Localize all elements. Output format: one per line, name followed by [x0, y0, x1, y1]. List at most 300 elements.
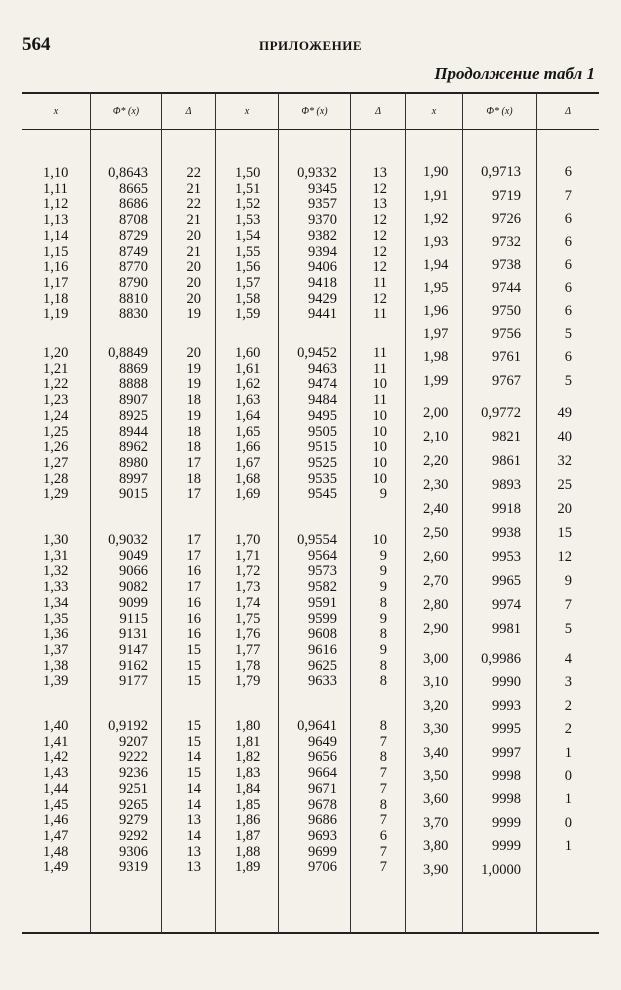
- delta-value: 2: [564, 697, 572, 714]
- delta-value: 18: [186, 439, 201, 456]
- delta-value: 16: [186, 610, 201, 627]
- phi-value: 9564: [308, 547, 337, 564]
- x-value: 1,30: [43, 532, 69, 548]
- x-value: 1,56: [235, 259, 261, 276]
- phi-value: 9693: [308, 827, 337, 844]
- x-value: 1,76: [235, 626, 261, 643]
- x-value: 1,22: [43, 376, 69, 393]
- phi-value: 9525: [308, 454, 337, 471]
- x-value: 3,40: [423, 744, 449, 761]
- phi-value: 0,8849: [108, 345, 148, 361]
- column-header-x: x: [244, 105, 250, 117]
- delta-value: 14: [186, 827, 201, 844]
- delta-value: 14: [186, 796, 201, 813]
- phi-value: 9441: [308, 306, 337, 323]
- delta-value: 18: [186, 392, 201, 409]
- delta-value: 22: [186, 196, 201, 213]
- phi-value: 9732: [492, 234, 521, 250]
- delta-value: 10: [372, 470, 387, 487]
- phi-value: 9821: [492, 429, 521, 445]
- phi-value: 8770: [119, 259, 148, 276]
- phi-value: 9993: [492, 697, 521, 714]
- phi-value: 9394: [308, 243, 337, 260]
- x-value: 1,82: [235, 749, 261, 766]
- x-value: 1,18: [43, 290, 69, 307]
- delta-value: 11: [373, 392, 387, 409]
- delta-value: 15: [557, 525, 572, 541]
- phi-value: 9861: [492, 453, 521, 469]
- delta-value: 12: [372, 227, 387, 244]
- x-value: 1,29: [43, 486, 69, 503]
- x-value: 1,71: [235, 547, 261, 564]
- delta-value: 5: [564, 326, 572, 342]
- x-value: 1,46: [43, 812, 69, 829]
- delta-value: 17: [186, 547, 201, 564]
- phi-value: 9750: [492, 303, 521, 319]
- column-header-phi: Φ* (x): [112, 105, 140, 117]
- x-value: 1,27: [43, 454, 69, 471]
- phi-value: 9893: [492, 477, 521, 493]
- running-title: ПРИЛОЖЕНИЕ: [258, 38, 363, 53]
- x-value: 1,48: [43, 843, 69, 860]
- delta-value: 10: [372, 376, 387, 393]
- delta-value: 15: [186, 673, 201, 690]
- phi-value: 9767: [492, 373, 521, 389]
- delta-value: 13: [372, 196, 387, 213]
- table-bottom-rule: [22, 932, 599, 934]
- phi-value: 9953: [492, 549, 521, 565]
- delta-value: 9: [379, 547, 387, 564]
- x-value: 1,11: [43, 180, 68, 197]
- x-value: 1,62: [235, 376, 261, 393]
- delta-value: 5: [564, 373, 572, 389]
- x-value: 1,72: [235, 563, 261, 580]
- table-continuation-caption: Продолжение табл 1: [434, 64, 595, 83]
- x-value: 1,54: [235, 227, 261, 244]
- phi-value: 9015: [119, 486, 148, 503]
- column-divider: [350, 93, 351, 933]
- x-value: 1,41: [43, 733, 69, 750]
- column-header-phi: Φ* (x): [486, 105, 513, 117]
- delta-value: 8: [379, 594, 387, 611]
- x-value: 1,87: [235, 827, 261, 844]
- x-value: 1,39: [43, 673, 69, 690]
- delta-value: 32: [557, 453, 572, 469]
- x-value: 3,60: [423, 791, 449, 808]
- phi-value: 9756: [492, 326, 521, 342]
- delta-value: 12: [557, 549, 572, 565]
- phi-value: 9744: [492, 280, 521, 296]
- x-value: 1,14: [43, 227, 69, 244]
- delta-value: 8: [379, 657, 387, 674]
- x-value: 1,52: [235, 196, 261, 213]
- phi-value: 9981: [492, 621, 521, 637]
- phi-value: 9591: [308, 594, 337, 611]
- x-value: 1,58: [235, 290, 261, 307]
- x-value: 1,60: [235, 345, 261, 361]
- delta-value: 17: [186, 579, 201, 596]
- delta-value: 13: [186, 843, 201, 860]
- x-value: 1,98: [423, 349, 449, 365]
- delta-value: 13: [186, 859, 201, 876]
- delta-value: 8: [379, 749, 387, 766]
- delta-value: 21: [186, 180, 201, 197]
- x-value: 1,25: [43, 423, 69, 440]
- delta-value: 7: [379, 765, 387, 782]
- x-value: 1,57: [235, 274, 261, 291]
- phi-value: 9147: [119, 641, 148, 658]
- delta-value: 12: [372, 243, 387, 260]
- delta-value: 6: [564, 303, 572, 319]
- x-value: 1,32: [43, 563, 69, 580]
- x-value: 1,20: [43, 345, 69, 361]
- x-value: 1,97: [423, 326, 449, 342]
- x-value: 1,84: [235, 780, 261, 797]
- delta-value: 2: [564, 721, 572, 738]
- x-value: 1,37: [43, 641, 69, 658]
- phi-value: 9251: [119, 780, 148, 797]
- x-value: 1,91: [423, 188, 449, 204]
- delta-value: 12: [372, 259, 387, 276]
- x-value: 1,61: [235, 360, 261, 377]
- x-value: 1,73: [235, 579, 261, 596]
- phi-value: 9664: [308, 765, 337, 782]
- delta-value: 8: [379, 673, 387, 690]
- table-top-rule: [22, 92, 599, 94]
- phi-value: 8729: [119, 227, 148, 244]
- x-value: 2,70: [423, 573, 449, 589]
- phi-value: 8869: [119, 360, 148, 377]
- x-value: 1,79: [235, 673, 261, 690]
- x-value: 1,89: [235, 859, 261, 876]
- x-value: 1,68: [235, 470, 261, 487]
- x-value: 1,88: [235, 843, 261, 860]
- phi-value: 9292: [119, 827, 148, 844]
- phi-value: 8810: [119, 290, 148, 307]
- delta-value: 9: [379, 486, 387, 503]
- x-value: 1,80: [235, 718, 261, 734]
- column-header-delta: Δ: [375, 105, 381, 117]
- delta-value: 9: [379, 579, 387, 596]
- delta-value: 20: [186, 345, 201, 361]
- page-number: 564: [22, 34, 51, 55]
- phi-value: 9545: [308, 486, 337, 503]
- delta-value: 7: [379, 859, 387, 876]
- phi-value: 9357: [308, 196, 337, 213]
- delta-value: 49: [557, 405, 572, 421]
- delta-value: 21: [186, 243, 201, 260]
- x-value: 1,19: [43, 306, 69, 323]
- phi-value: 9656: [308, 749, 337, 766]
- phi-value: 9999: [492, 838, 521, 855]
- phi-value: 8944: [119, 423, 148, 440]
- x-value: 1,65: [235, 423, 261, 440]
- phi-value: 9999: [492, 814, 521, 831]
- delta-value: 9: [379, 610, 387, 627]
- delta-value: 19: [186, 407, 201, 424]
- phi-value: 9463: [308, 360, 337, 377]
- delta-value: 10: [372, 454, 387, 471]
- phi-value: 9699: [308, 843, 337, 860]
- delta-value: 6: [564, 234, 572, 250]
- phi-value: 8925: [119, 407, 148, 424]
- x-value: 1,64: [235, 407, 261, 424]
- phi-value: 9726: [492, 211, 521, 227]
- phi-value: 9418: [308, 274, 337, 291]
- column-divider: [215, 93, 216, 933]
- delta-value: 25: [557, 477, 572, 493]
- delta-value: 12: [372, 180, 387, 197]
- delta-value: 1: [564, 791, 572, 808]
- delta-value: 7: [379, 733, 387, 750]
- column-divider: [90, 93, 91, 933]
- x-value: 1,53: [235, 212, 261, 229]
- phi-value: 0,9772: [481, 405, 521, 421]
- x-value: 1,49: [43, 859, 69, 876]
- phi-value: 9099: [119, 594, 148, 611]
- x-value: 1,36: [43, 626, 69, 643]
- delta-value: 6: [564, 211, 572, 227]
- delta-value: 11: [373, 274, 387, 291]
- phi-value: 9965: [492, 573, 521, 589]
- phi-value: 9706: [308, 859, 337, 876]
- x-value: 2,50: [423, 525, 449, 541]
- phi-value: 9474: [308, 376, 337, 393]
- delta-value: 7: [379, 843, 387, 860]
- x-value: 1,94: [423, 257, 449, 273]
- x-value: 1,93: [423, 234, 449, 250]
- delta-value: 12: [372, 212, 387, 229]
- x-value: 1,45: [43, 796, 69, 813]
- delta-value: 19: [186, 360, 201, 377]
- x-value: 3,80: [423, 838, 449, 855]
- x-value: 2,60: [423, 549, 449, 565]
- phi-value: 0,9986: [481, 651, 521, 667]
- x-value: 1,15: [43, 243, 69, 260]
- delta-value: 15: [186, 765, 201, 782]
- x-value: 1,78: [235, 657, 261, 674]
- phi-value: 9429: [308, 290, 337, 307]
- phi-value: 9505: [308, 423, 337, 440]
- delta-value: 19: [186, 376, 201, 393]
- phi-value: 9345: [308, 180, 337, 197]
- delta-value: 21: [186, 212, 201, 229]
- phi-value: 8665: [119, 180, 148, 197]
- x-value: 3,50: [423, 768, 449, 784]
- delta-value: 7: [379, 780, 387, 797]
- delta-value: 16: [186, 594, 201, 611]
- phi-value: 9997: [492, 744, 521, 761]
- phi-value: 9066: [119, 563, 148, 580]
- x-value: 3,00: [423, 651, 449, 667]
- x-value: 3,90: [423, 861, 449, 878]
- delta-value: 20: [186, 227, 201, 244]
- x-value: 1,38: [43, 657, 69, 674]
- x-value: 3,30: [423, 721, 449, 738]
- phi-value: 9599: [308, 610, 337, 627]
- delta-value: 9: [379, 641, 387, 658]
- x-value: 1,13: [43, 212, 69, 229]
- phi-value: 9625: [308, 657, 337, 674]
- x-value: 1,95: [423, 280, 449, 296]
- x-value: 1,50: [235, 165, 261, 181]
- phi-value: 9370: [308, 212, 337, 229]
- x-value: 1,66: [235, 439, 261, 456]
- phi-value: 0,9713: [481, 164, 521, 180]
- delta-value: 16: [186, 626, 201, 643]
- phi-value: 9131: [119, 626, 148, 643]
- delta-value: 9: [379, 563, 387, 580]
- x-value: 1,96: [423, 303, 449, 319]
- x-value: 2,00: [423, 405, 449, 421]
- x-value: 2,20: [423, 453, 449, 469]
- phi-value: 9761: [492, 349, 521, 365]
- x-value: 3,20: [423, 697, 449, 714]
- phi-value: 9049: [119, 547, 148, 564]
- x-value: 1,47: [43, 827, 69, 844]
- phi-value: 8980: [119, 454, 148, 471]
- delta-value: 40: [557, 429, 572, 445]
- phi-value: 8830: [119, 306, 148, 323]
- phi-value: 8888: [119, 376, 148, 393]
- phi-value: 9616: [308, 641, 337, 658]
- column-header-phi: Φ* (x): [301, 105, 328, 117]
- phi-value: 9678: [308, 796, 337, 813]
- phi-value: 9306: [119, 843, 148, 860]
- phi-value: 9918: [492, 501, 521, 517]
- phi-value: 9990: [492, 674, 521, 691]
- phi-value: 9207: [119, 733, 148, 750]
- phi-value: 8749: [119, 243, 148, 260]
- delta-value: 15: [186, 718, 201, 734]
- x-value: 1,33: [43, 579, 69, 596]
- phi-value: 9535: [308, 470, 337, 487]
- phi-value: 8907: [119, 392, 148, 409]
- phi-value: 0,9554: [297, 532, 337, 548]
- delta-value: 1: [564, 838, 572, 855]
- phi-value: 8790: [119, 274, 148, 291]
- x-value: 2,40: [423, 501, 449, 517]
- x-value: 1,10: [43, 165, 69, 181]
- delta-value: 11: [373, 306, 387, 323]
- delta-value: 6: [564, 164, 572, 180]
- delta-value: 17: [186, 454, 201, 471]
- phi-value: 9222: [119, 749, 148, 766]
- column-divider: [462, 93, 463, 933]
- header-rule: [22, 129, 599, 130]
- phi-value: 9279: [119, 812, 148, 829]
- column-header-delta: Δ: [185, 105, 192, 117]
- delta-value: 0: [564, 768, 572, 784]
- delta-value: 8: [379, 796, 387, 813]
- column-divider: [278, 93, 279, 933]
- x-value: 3,10: [423, 674, 449, 691]
- delta-value: 7: [564, 188, 572, 204]
- column-divider: [536, 93, 537, 933]
- x-value: 1,67: [235, 454, 261, 471]
- phi-value: 9608: [308, 626, 337, 643]
- x-value: 1,85: [235, 796, 261, 813]
- delta-value: 8: [379, 718, 387, 734]
- phi-value: 9382: [308, 227, 337, 244]
- phi-value: 9633: [308, 673, 337, 690]
- column-header-x: x: [53, 105, 59, 117]
- delta-value: 20: [557, 501, 572, 517]
- x-value: 1,44: [43, 780, 69, 797]
- delta-value: 22: [186, 165, 201, 181]
- phi-value: 9974: [492, 597, 521, 613]
- column-header-x: x: [431, 105, 437, 117]
- phi-value: 8708: [119, 212, 148, 229]
- x-value: 1,31: [43, 547, 69, 564]
- phi-value: 9998: [492, 791, 521, 808]
- delta-value: 20: [186, 259, 201, 276]
- delta-value: 15: [186, 733, 201, 750]
- delta-value: 10: [372, 423, 387, 440]
- phi-value: 0,8643: [108, 165, 148, 181]
- phi-value: 9515: [308, 439, 337, 456]
- phi-value: 9582: [308, 579, 337, 596]
- delta-value: 14: [186, 780, 201, 797]
- delta-value: 16: [186, 563, 201, 580]
- delta-value: 17: [186, 532, 201, 548]
- x-value: 1,92: [423, 211, 449, 227]
- delta-value: 6: [379, 827, 387, 844]
- delta-value: 3: [564, 674, 572, 691]
- delta-value: 5: [564, 621, 572, 637]
- x-value: 1,83: [235, 765, 261, 782]
- x-value: 1,12: [43, 196, 69, 213]
- x-value: 1,28: [43, 470, 69, 487]
- delta-value: 8: [379, 626, 387, 643]
- phi-value: 0,9192: [108, 718, 148, 734]
- x-value: 1,99: [423, 373, 449, 389]
- x-value: 2,30: [423, 477, 449, 493]
- column-header-delta: Δ: [565, 105, 571, 117]
- x-value: 1,70: [235, 532, 261, 548]
- x-value: 1,86: [235, 812, 261, 829]
- phi-value: 9671: [308, 780, 337, 797]
- x-value: 1,75: [235, 610, 261, 627]
- phi-value: 9495: [308, 407, 337, 424]
- phi-value: 0,9332: [297, 165, 337, 181]
- phi-value: 9265: [119, 796, 148, 813]
- delta-value: 7: [564, 597, 572, 613]
- phi-value: 0,9452: [297, 345, 337, 361]
- delta-value: 15: [186, 657, 201, 674]
- phi-value: 9115: [119, 610, 148, 627]
- delta-value: 10: [372, 407, 387, 424]
- phi-value: 1,0000: [481, 861, 521, 878]
- delta-value: 6: [564, 349, 572, 365]
- delta-value: 14: [186, 749, 201, 766]
- phi-value: 9236: [119, 765, 148, 782]
- delta-value: 20: [186, 274, 201, 291]
- delta-value: 19: [186, 306, 201, 323]
- phi-value: 0,9641: [297, 718, 337, 734]
- x-value: 1,17: [43, 274, 69, 291]
- x-value: 2,80: [423, 597, 449, 613]
- delta-value: 17: [186, 486, 201, 503]
- x-value: 1,24: [43, 407, 69, 424]
- x-value: 1,16: [43, 259, 69, 276]
- phi-value: 9938: [492, 525, 521, 541]
- delta-value: 18: [186, 470, 201, 487]
- phi-value: 9738: [492, 257, 521, 273]
- x-value: 1,34: [43, 594, 69, 611]
- x-value: 1,74: [235, 594, 261, 611]
- phi-value: 9573: [308, 563, 337, 580]
